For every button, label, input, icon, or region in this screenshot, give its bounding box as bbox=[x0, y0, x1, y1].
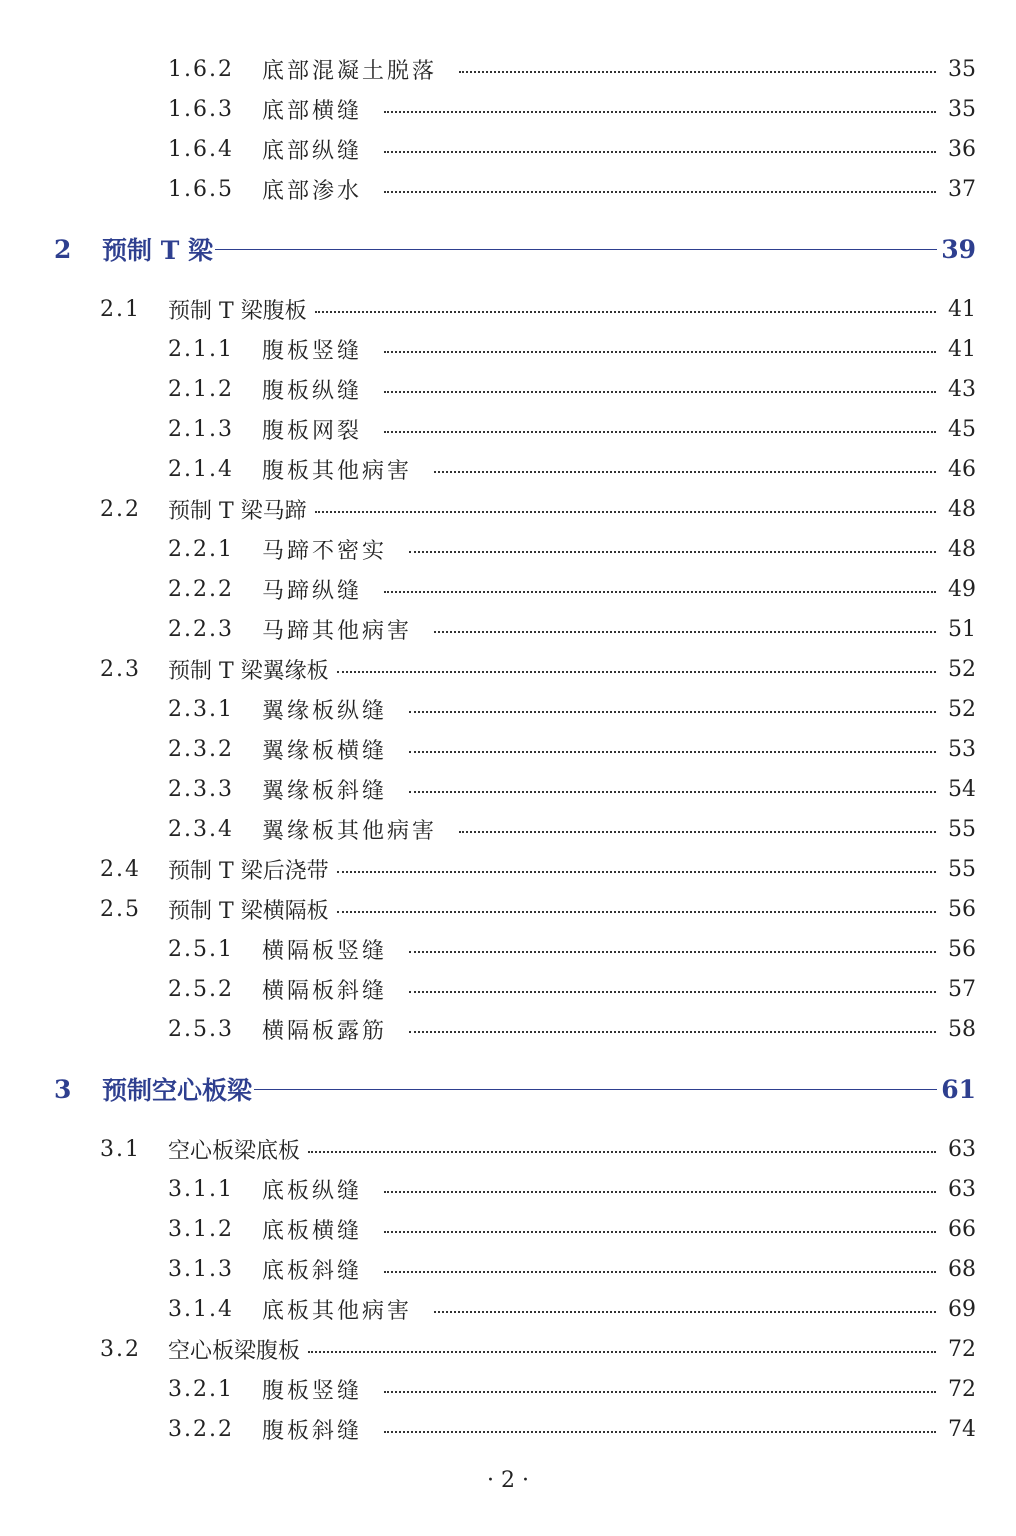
toc-entry-title: 腹板竖缝 bbox=[262, 338, 363, 364]
toc-entry-page: 43 bbox=[948, 376, 976, 402]
toc-entry-title: 马蹄其他病害 bbox=[262, 618, 413, 644]
toc-leader-dots bbox=[384, 151, 936, 153]
toc-entry-page: 57 bbox=[948, 976, 976, 1002]
toc-entry-title: 腹板纵缝 bbox=[262, 378, 363, 404]
toc-entry-page: 37 bbox=[948, 176, 976, 202]
toc-subsection-entry[interactable] bbox=[0, 1252, 1016, 1286]
toc-entry-number: 2.3.3 bbox=[168, 776, 234, 802]
toc-entry-title: 底部纵缝 bbox=[262, 138, 363, 164]
toc-entry-title: 预制 T 梁腹板 bbox=[168, 298, 307, 324]
toc-entry-page: 46 bbox=[948, 456, 976, 482]
toc-entry-page: 36 bbox=[948, 136, 976, 162]
toc-entry-title: 横隔板斜缝 bbox=[262, 978, 388, 1004]
toc-leader-dots bbox=[315, 511, 936, 513]
toc-subsection-entry[interactable] bbox=[0, 1172, 1016, 1206]
toc-entry-number: 2.1.3 bbox=[168, 416, 234, 442]
toc-entry-page: 72 bbox=[948, 1336, 976, 1362]
toc-entry-title: 预制 T 梁翼缘板 bbox=[168, 658, 329, 684]
toc-leader-line bbox=[254, 1089, 937, 1090]
toc-entry-title: 翼缘板斜缝 bbox=[262, 778, 388, 804]
toc-entry-number: 2.5.3 bbox=[168, 1016, 234, 1042]
toc-subsection-entry[interactable] bbox=[0, 92, 1016, 126]
toc-subsection-entry[interactable] bbox=[0, 332, 1016, 366]
toc-entry-number: 2.2.2 bbox=[168, 576, 234, 602]
toc-entry-page: 56 bbox=[948, 936, 976, 962]
toc-subsection-entry[interactable] bbox=[0, 972, 1016, 1006]
toc-entry-page: 45 bbox=[948, 416, 976, 442]
toc-entry-title: 腹板竖缝 bbox=[262, 1378, 363, 1404]
toc-leader-dots bbox=[434, 631, 936, 633]
toc-entry-title: 空心板梁腹板 bbox=[168, 1338, 301, 1364]
toc-entry-page: 48 bbox=[948, 536, 976, 562]
page-footer-number: · 2 · bbox=[487, 1468, 529, 1493]
toc-entry-number: 2.2 bbox=[100, 496, 141, 522]
toc-entry-number: 3.2 bbox=[100, 1336, 141, 1362]
toc-entry-page: 72 bbox=[948, 1376, 976, 1402]
toc-leader-dots bbox=[384, 431, 936, 433]
toc-entry-page: 54 bbox=[948, 776, 976, 802]
toc-entry-number: 2.1.2 bbox=[168, 376, 234, 402]
toc-subsection-entry[interactable] bbox=[0, 452, 1016, 486]
toc-entry-page: 63 bbox=[948, 1176, 976, 1202]
toc-entry-page: 61 bbox=[941, 1074, 976, 1104]
toc-entry-page: 41 bbox=[948, 296, 976, 322]
toc-entry-page: 58 bbox=[948, 1016, 976, 1042]
toc-entry-title: 马蹄不密实 bbox=[262, 538, 388, 564]
toc-leader-dots bbox=[434, 471, 936, 473]
toc-entry-number: 1.6.3 bbox=[168, 96, 234, 122]
toc-subsection-entry[interactable] bbox=[0, 1412, 1016, 1446]
toc-section-entry[interactable] bbox=[0, 652, 1016, 686]
toc-leader-dots bbox=[384, 1231, 936, 1233]
toc-leader-dots bbox=[315, 311, 936, 313]
toc-entry-number: 2.3.2 bbox=[168, 736, 234, 762]
toc-entry-number: 2.1.1 bbox=[168, 336, 234, 362]
toc-entry-title: 底部横缝 bbox=[262, 98, 363, 124]
toc-entry-number: 3.1 bbox=[100, 1136, 141, 1162]
toc-entry-number: 2.2.3 bbox=[168, 616, 234, 642]
toc-leader-dots bbox=[384, 111, 936, 113]
toc-subsection-entry[interactable] bbox=[0, 732, 1016, 766]
toc-entry-title: 腹板网裂 bbox=[262, 418, 363, 444]
toc-subsection-entry[interactable] bbox=[0, 52, 1016, 86]
toc-section-entry[interactable] bbox=[0, 492, 1016, 526]
toc-leader-dots bbox=[459, 71, 936, 73]
toc-entry-number: 2.1.4 bbox=[168, 456, 234, 482]
toc-entry-number: 2.1 bbox=[100, 296, 141, 322]
toc-entry-number: 3.2.2 bbox=[168, 1416, 234, 1442]
toc-section-entry[interactable] bbox=[0, 1332, 1016, 1366]
toc-subsection-entry[interactable] bbox=[0, 692, 1016, 726]
toc-leader-dots bbox=[384, 191, 936, 193]
toc-leader-dots bbox=[409, 951, 936, 953]
toc-entry-number: 3.1.4 bbox=[168, 1296, 234, 1322]
toc-entry-title: 预制空心板梁 bbox=[102, 1076, 253, 1105]
toc-section-entry[interactable] bbox=[0, 892, 1016, 926]
toc-leader-dots bbox=[384, 591, 936, 593]
toc-entry-number: 1.6.5 bbox=[168, 176, 234, 202]
toc-entry-number: 1.6.2 bbox=[168, 56, 234, 82]
toc-entry-title: 预制 T 梁 bbox=[102, 236, 214, 265]
toc-entry-page: 39 bbox=[941, 234, 976, 264]
toc-entry-title: 马蹄纵缝 bbox=[262, 578, 363, 604]
toc-entry-number: 1.6.4 bbox=[168, 136, 234, 162]
toc-leader-dots bbox=[459, 831, 936, 833]
toc-entry-page: 55 bbox=[948, 856, 976, 882]
toc-entry-title: 底部渗水 bbox=[262, 178, 363, 204]
toc-subsection-entry[interactable] bbox=[0, 532, 1016, 566]
toc-entry-number: 2.3 bbox=[100, 656, 141, 682]
toc-entry-page: 48 bbox=[948, 496, 976, 522]
toc-subsection-entry[interactable] bbox=[0, 1292, 1016, 1326]
toc-entry-number: 3.1.2 bbox=[168, 1216, 234, 1242]
toc-entry-title: 腹板其他病害 bbox=[262, 458, 413, 484]
toc-entry-number: 2.3.1 bbox=[168, 696, 234, 722]
toc-entry-title: 预制 T 梁横隔板 bbox=[168, 898, 329, 924]
toc-entry-page: 41 bbox=[948, 336, 976, 362]
toc-entry-title: 空心板梁底板 bbox=[168, 1138, 301, 1164]
toc-entry-page: 74 bbox=[948, 1416, 976, 1442]
toc-entry-page: 35 bbox=[948, 56, 976, 82]
toc-entry-number: 2.3.4 bbox=[168, 816, 234, 842]
toc-leader-dots bbox=[384, 391, 936, 393]
toc-entry-number: 2.5.2 bbox=[168, 976, 234, 1002]
toc-entry-page: 56 bbox=[948, 896, 976, 922]
toc-subsection-entry[interactable] bbox=[0, 1012, 1016, 1046]
toc-leader-dots bbox=[384, 1391, 936, 1393]
toc-entry-number: 2.4 bbox=[100, 856, 141, 882]
toc-entry-page: 52 bbox=[948, 656, 976, 682]
toc-subsection-entry[interactable] bbox=[0, 612, 1016, 646]
toc-leader-dots bbox=[409, 1031, 936, 1033]
toc-entry-title: 横隔板露筋 bbox=[262, 1018, 388, 1044]
toc-entry-title: 预制 T 梁后浇带 bbox=[168, 858, 329, 884]
toc-entry-number: 2.2.1 bbox=[168, 536, 234, 562]
toc-leader-dots bbox=[384, 1431, 936, 1433]
toc-leader-dots bbox=[337, 871, 936, 873]
toc-section-entry[interactable] bbox=[0, 852, 1016, 886]
toc-subsection-entry[interactable] bbox=[0, 412, 1016, 446]
toc-subsection-entry[interactable] bbox=[0, 812, 1016, 846]
toc-entry-number: 3 bbox=[54, 1074, 72, 1104]
toc-leader-dots bbox=[409, 791, 936, 793]
toc-entry-page: 52 bbox=[948, 696, 976, 722]
toc-entry-number: 3.1.3 bbox=[168, 1256, 234, 1282]
toc-entry-title: 腹板斜缝 bbox=[262, 1418, 363, 1444]
toc-leader-dots bbox=[337, 671, 936, 673]
toc-entry-title: 横隔板竖缝 bbox=[262, 938, 388, 964]
toc-entry-page: 35 bbox=[948, 96, 976, 122]
toc-subsection-entry[interactable] bbox=[0, 932, 1016, 966]
toc-entry-title: 底板横缝 bbox=[262, 1218, 363, 1244]
toc-entry-title: 底板其他病害 bbox=[262, 1298, 413, 1324]
toc-leader-dots bbox=[384, 1271, 936, 1273]
toc-section-entry[interactable] bbox=[0, 292, 1016, 326]
toc-entry-page: 49 bbox=[948, 576, 976, 602]
toc-section-entry[interactable] bbox=[0, 1132, 1016, 1166]
toc-subsection-entry[interactable] bbox=[0, 572, 1016, 606]
toc-entry-number: 2.5 bbox=[100, 896, 141, 922]
toc-chapter-entry[interactable] bbox=[0, 1072, 1016, 1106]
toc-entry-title: 翼缘板其他病害 bbox=[262, 818, 438, 844]
toc-entry-number: 2 bbox=[54, 234, 72, 264]
toc-leader-dots bbox=[384, 1191, 936, 1193]
toc-leader-dots bbox=[409, 751, 936, 753]
toc-entry-number: 3.2.1 bbox=[168, 1376, 234, 1402]
toc-entry-page: 53 bbox=[948, 736, 976, 762]
toc-entry-title: 翼缘板横缝 bbox=[262, 738, 388, 764]
toc-subsection-entry[interactable] bbox=[0, 1372, 1016, 1406]
toc-entry-page: 68 bbox=[948, 1256, 976, 1282]
toc-leader-dots bbox=[384, 351, 936, 353]
toc-leader-dots bbox=[434, 1311, 936, 1313]
toc-entry-number: 3.1.1 bbox=[168, 1176, 234, 1202]
toc-entry-title: 底板纵缝 bbox=[262, 1178, 363, 1204]
toc-subsection-entry[interactable] bbox=[0, 172, 1016, 206]
toc-leader-dots bbox=[409, 991, 936, 993]
toc-leader-dots bbox=[337, 911, 936, 913]
toc-entry-title: 翼缘板纵缝 bbox=[262, 698, 388, 724]
toc-entry-page: 63 bbox=[948, 1136, 976, 1162]
toc-chapter-entry[interactable] bbox=[0, 232, 1016, 266]
toc-entry-page: 69 bbox=[948, 1296, 976, 1322]
toc-entry-page: 55 bbox=[948, 816, 976, 842]
toc-entry-page: 66 bbox=[948, 1216, 976, 1242]
toc-entry-title: 预制 T 梁马蹄 bbox=[168, 498, 307, 524]
toc-leader-dots bbox=[308, 1151, 936, 1153]
toc-subsection-entry[interactable] bbox=[0, 132, 1016, 166]
toc-entry-title: 底部混凝土脱落 bbox=[262, 58, 438, 84]
toc-subsection-entry[interactable] bbox=[0, 1212, 1016, 1246]
toc-leader-dots bbox=[409, 711, 936, 713]
toc-entry-page: 51 bbox=[948, 616, 976, 642]
toc-leader-dots bbox=[409, 551, 936, 553]
toc-subsection-entry[interactable] bbox=[0, 372, 1016, 406]
toc-entry-number: 2.5.1 bbox=[168, 936, 234, 962]
toc-leader-line bbox=[215, 249, 937, 250]
toc-subsection-entry[interactable] bbox=[0, 772, 1016, 806]
toc-entry-title: 底板斜缝 bbox=[262, 1258, 363, 1284]
toc-leader-dots bbox=[308, 1351, 936, 1353]
